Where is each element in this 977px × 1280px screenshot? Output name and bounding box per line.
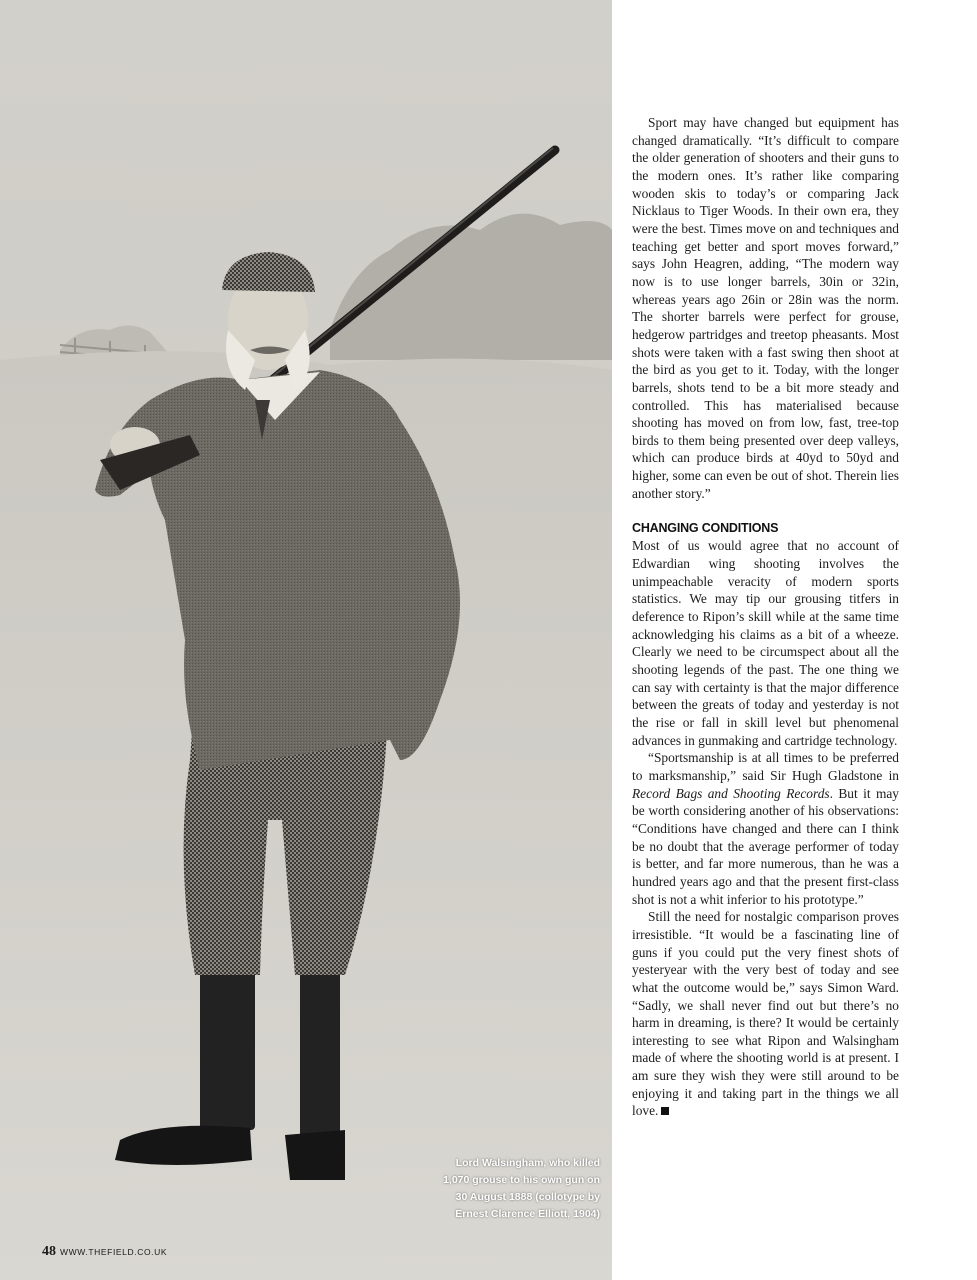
website-url: WWW.THEFIELD.CO.UK	[60, 1247, 168, 1257]
article-paragraph: Most of us would agree that no account of Edwardian wing shooting involves the unimpeachable veracity of modern sports statistics. We may tip our grousing titfers in deference to Ripon’s skill while at the same time acknowledging his claims as a bit of a wheeze. Clearly we need to be circumspect about all the shooting legends of the past. The one thing we can say with certainty is that the major difference between the greats of today and yesterday is not the rise or fall in skill level but phenomenal advances in gunmaking and cartridge technology.	[632, 538, 899, 748]
photo-caption	[430, 1155, 600, 1223]
article-paragraph	[632, 908, 899, 1120]
page-number: 48	[42, 1244, 56, 1259]
end-mark-icon	[661, 1107, 669, 1115]
paragraph-text: Still the need for nostalgic comparison proves irresistible. “It would be a fascinating line of guns if you could put the very finest shots of yesteryear with the very best of today and see what the outcome would be,” says Simon Ward. “Sadly, we shall never find out but there’s no harm in dreaming, is there? It would be certainly interesting to see what Ripon and Walsingham made of where the shooting world is at present. I am sure they wish they were still around to be enjoying it and taking part in the things we all love.	[632, 909, 899, 1119]
section-subhead: CHANGING CONDITIONS	[632, 521, 779, 536]
page-folio	[42, 1242, 167, 1260]
right-shoe	[285, 1130, 345, 1180]
article-paragraph	[632, 749, 899, 908]
article-paragraph: Sport may have changed but equipment has changed dramatically. “It’s difficult to compare the older generation of shooters and their guns to the modern ones. It’s rather like comparing wooden skis to today’s or comparing Jack Nicklaus to Tiger Woods. In their own era, they were the best. Times move on and techniques and teaching get better and sport moves forward,” says John Heagren, adding, “The modern way now is to use longer barrels, 30in or 32in, whereas years ago 26in or 28in was the norm. The shorter barrels were perfect for grouse, hedgerow partridges and treetop pheasants. Most shots were taken with a fast swing then shoot at the bird as you get to it. Today, with the longer barrels, shots tend to be a bit more steady and controlled. This has materialised because shooting has moved on from low, fast, tree-top birds to them being presented over deep valleys, which can produce birds at 40yd to 50yd and higher, some can even be out of shot. Therein lies another story.”	[632, 115, 899, 501]
caption-line: Ernest Clarence Elliott, 1904)	[455, 1208, 600, 1220]
right-boot	[300, 960, 340, 1140]
caption-line: Lord Walsingham, who killed	[455, 1157, 600, 1169]
caption-line: 1,070 grouse to his own gun on	[443, 1174, 600, 1186]
caption-line: 30 August 1888 (collotype by	[455, 1191, 600, 1203]
left-boot	[200, 960, 255, 1130]
article-column	[632, 114, 899, 1120]
paragraph-text: . But it may be worth considering another of his observations: “Conditions have changed and there can I think be no doubt that the average performer of today is better, and far more numerous, than he was a hundred years ago and that the present first-class shot is not a whit inferior to his prototype.”	[632, 785, 899, 907]
paragraph-text: “Sportsmanship is at all times to be preferred to marksmanship,” said Sir Hugh Gladstone in	[632, 750, 899, 783]
book-title: Record Bags and Shooting Records	[632, 785, 830, 801]
